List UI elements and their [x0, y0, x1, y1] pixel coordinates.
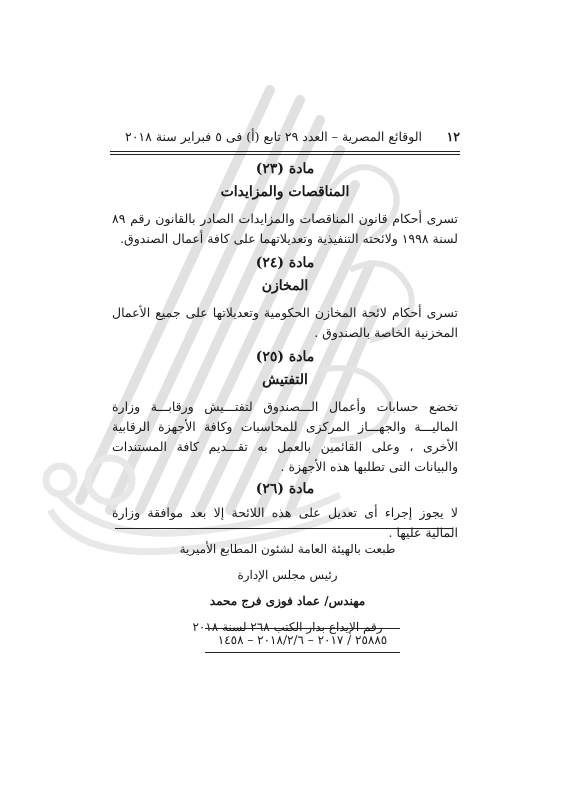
article-title: مادة (٢٦) [255, 481, 315, 497]
article-23 [112, 157, 458, 249]
article-paragraph: تخضع حسابات وأعمال الـــصندوق لتفتـــيش ورقابـــة وزارة الماليـــة والجهـــاز المركزى للمحاسبات وكافة الأجهزة الرقابية الأخرى ، وعلى القائمين بالعمل به تقـــديم كافة المستندات والبيانات التى تطلبها هذه الأجهزة . [112, 399, 458, 474]
article-subtitle: المخازن [261, 278, 309, 294]
catalog-rule-bottom [205, 652, 400, 653]
article-25 [112, 345, 458, 477]
chair-name: مهندس/ عماد فوزى فرج محمد [209, 594, 366, 608]
article-subtitle: المناقصات والمزايدات [220, 184, 350, 200]
article-paragraph: لا يجوز إجراء أى تعديل على هذه اللائحة إلا بعد موافقة وزارة المالية عليها . [112, 505, 458, 540]
article-title: مادة (٢٣) [255, 161, 315, 177]
printer-line: طبعت بالهيئة العامة لشئون المطابع الأميرية [179, 542, 396, 556]
header-rule-thin [110, 154, 460, 155]
chair-title: رئيس مجلس الإدارة [237, 568, 338, 582]
article-subtitle: التفتيش [262, 372, 308, 388]
articles-body [112, 157, 458, 543]
running-head: الوقائع المصرية – العدد ٢٩ تابع (أ) فى ٥ فبراير سنة ٢٠١٨ [125, 129, 422, 144]
header-rule [110, 151, 460, 152]
catalog-rule-top [205, 628, 400, 629]
article-26 [112, 477, 458, 543]
page-header [110, 129, 460, 151]
footer-rule [115, 528, 453, 529]
page-number: ١٢ [446, 129, 460, 144]
colophon [170, 536, 405, 640]
article-paragraph: تسرى أحكام لائحة المخازن الحكومية وتعديلاتها على جميع الأعمال المخزنية الخاصة بالصندوق . [112, 305, 458, 340]
article-title: مادة (٢٤) [255, 255, 315, 271]
catalog-line: ٢٥٨٨٥ / ٢٠١٧ – ٢٠١٨/٢/٦ – ١٤٥٨ [217, 633, 388, 647]
article-24 [112, 251, 458, 343]
article-title: مادة (٢٥) [255, 349, 315, 365]
deposit-number: رقم الإيداع بدار الكتب ٢٦٨ لسنة ٢٠١٨ [192, 620, 383, 634]
article-paragraph: تسرى أحكام قانون المناقصات والمزايدات الصادر بالقانون رقم ٨٩ لسنة ١٩٩٨ ولائحته التنفيذية وتعديلاتهما على كافة أعمال الصندوق. [112, 211, 458, 246]
